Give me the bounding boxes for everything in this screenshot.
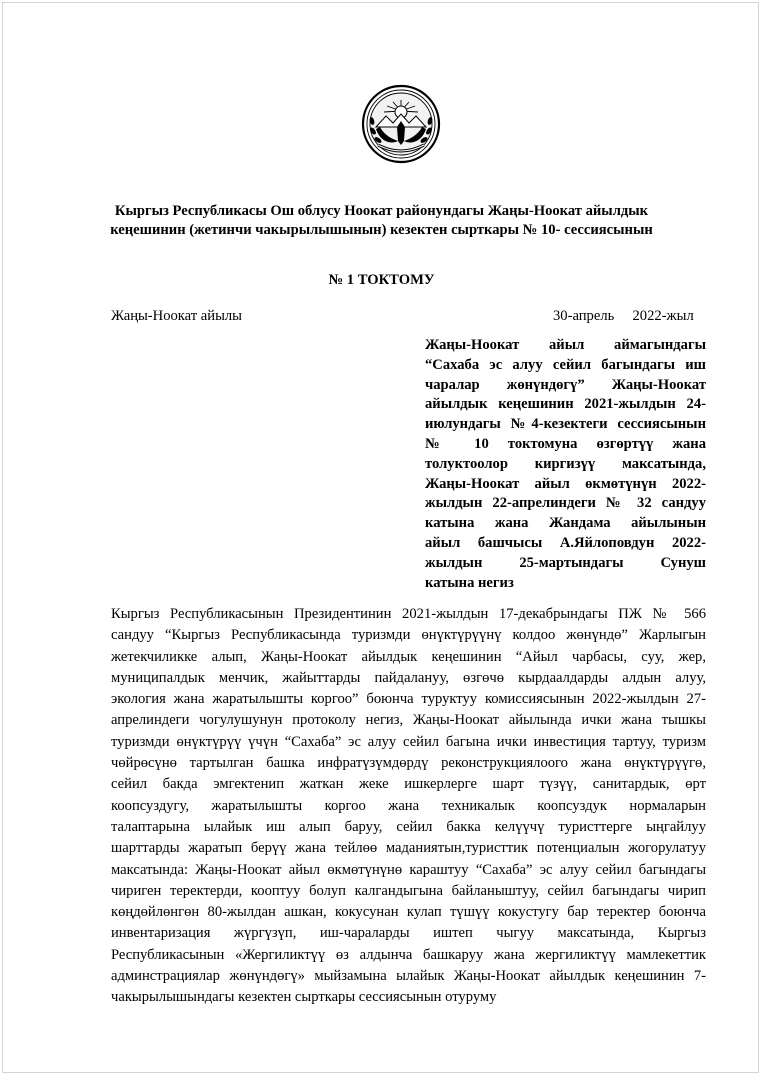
body-paragraph [111,604,706,1009]
body-line: чөйрөсүнө тартылган башка инфратүзүмдөрдү реконструкциялоого жана өнүктүрүүгө, [111,755,706,772]
heading-line-2: кеңешинин (жетинчи чакырылышынын) кезектен сырткары № 10- сессиясынын [110,222,653,238]
subject-line: катына негиз [425,574,514,591]
body-line: шарттарды жаратып берүү жана тейлөө маданиятын,туристтик потенциалын жогорулатуу [111,840,706,857]
document-place: Жаңы-Ноокат айылы [111,308,242,324]
body-line: чакырылышындагы кезектен сырткары сессиясынын отуруму [111,989,497,1006]
body-line: сейил бакда эмгектенип жаткан жеке ишкерлерге шарт түзүү, санитардык, өрт [111,776,706,793]
heading-line-1: Кыргыз Республикасы Ош облусу Ноокат районундагы Жаңы-Ноокат айылдык [114,203,649,219]
kyrgyz-emblem-icon [356,83,446,165]
body-line: сандуу “Кыргыз Республикасында туризмди өнүктүрүүнү колдоо жөнүндө” Жарлыгын [111,627,706,644]
body-line: Республикасынын «Жергиликтүү өз алдынча башкаруу жана жергиликтүү мамлекеттик [111,946,706,963]
document-date: 30-апрель 2022-жыл [553,308,694,324]
body-line: Кыргыз Республикасынын Президентинин 2021-жылдын 17-декабрындагы ПЖ № 566 [111,606,706,622]
body-line: экология жана жаратылышты коргоо” боюнча туруктуу комиссиясынын 2022-жылдын 27- [111,691,706,708]
subject-line: айылдык кеңешинин 2021-жылдын 24- [425,396,706,413]
subject-line: катына жана Жандама айылынын [425,515,706,532]
subject-line: толуктоолор киргизүү максатында, [425,455,706,472]
body-line: талаптарына ылайык иш алып баруу, сейил бакка келүүчү туристтерге ыңгайлуу [111,818,706,835]
document-title: № 1 ТОКТОМУ [328,272,435,288]
body-line: админстрациялар жөнүндөгү» мыйзамына ылайык Жаңы-Ноокат айылдык кеңешинин 7- [111,968,706,985]
subject-line: Жаңы-Ноокат айыл аймагындагы [425,337,706,353]
subject-line: Жаңы-Ноокат айыл өкмөтүнүн 2022- [425,475,706,492]
body-line: коопсуздугу, жаратылышты коргоо жана техникалык коопсуздук нормаларын [111,797,706,814]
subject-block [425,336,706,593]
subject-line: жылдын 22-апрелиндеги № 32 сандуу [425,495,706,512]
subject-line: айыл башчысы А.Яйлоповдун 2022- [425,534,706,551]
subject-line: чаралар жөнүндөгү” Жаңы-Ноокат [425,376,706,393]
body-line: жетекчиликке алып, Жаңы-Ноокат айылдык кеңешинин “Айыл чарбасы, суу, жер, [111,648,706,665]
body-line: чириген теректерди, кооптуу болуп калгандыгына байланыштуу, сейил багындагы чирип [111,882,706,899]
body-line: максатында: Жаңы-Ноокат айыл өкмөтүнүнө караштуу “Сахаба” эс алуу сейил багындагы [111,861,706,878]
body-line: туризмди өнүктүрүү үчүн “Сахаба” эс алуу сейил багына ички инвестиция тартуу, туризм [111,733,706,750]
subject-line: “Сахаба эс алуу сейил багындагы иш [425,356,706,373]
subject-line: июлундагы №4-кезектеги сессиясынын [425,416,706,433]
body-line: муниципалдык менчик, жайыттарды пайдалануу, өзгөчө кырдаалдарды алдын алуу, [111,669,706,686]
subject-line: № 10 токтомуна өзгөртүү жана [425,435,706,452]
body-line: апрелиндеги чогулушунун протоколу негиз, Жаңы-Ноокат айылында ички жана тышкы [111,712,706,729]
body-line: инвентаризация жүргүзүп, иш-чараларды иштеп чыгуу максатында, Кыргыз [111,925,706,942]
subject-line: жылдын 25-мартындагы Сунуш [425,554,706,571]
body-line: көңдөйлөнгөн 80-жылдан ашкан, кокусунан кулап түшүү кокустугу бар теректер боюнча [111,904,706,921]
